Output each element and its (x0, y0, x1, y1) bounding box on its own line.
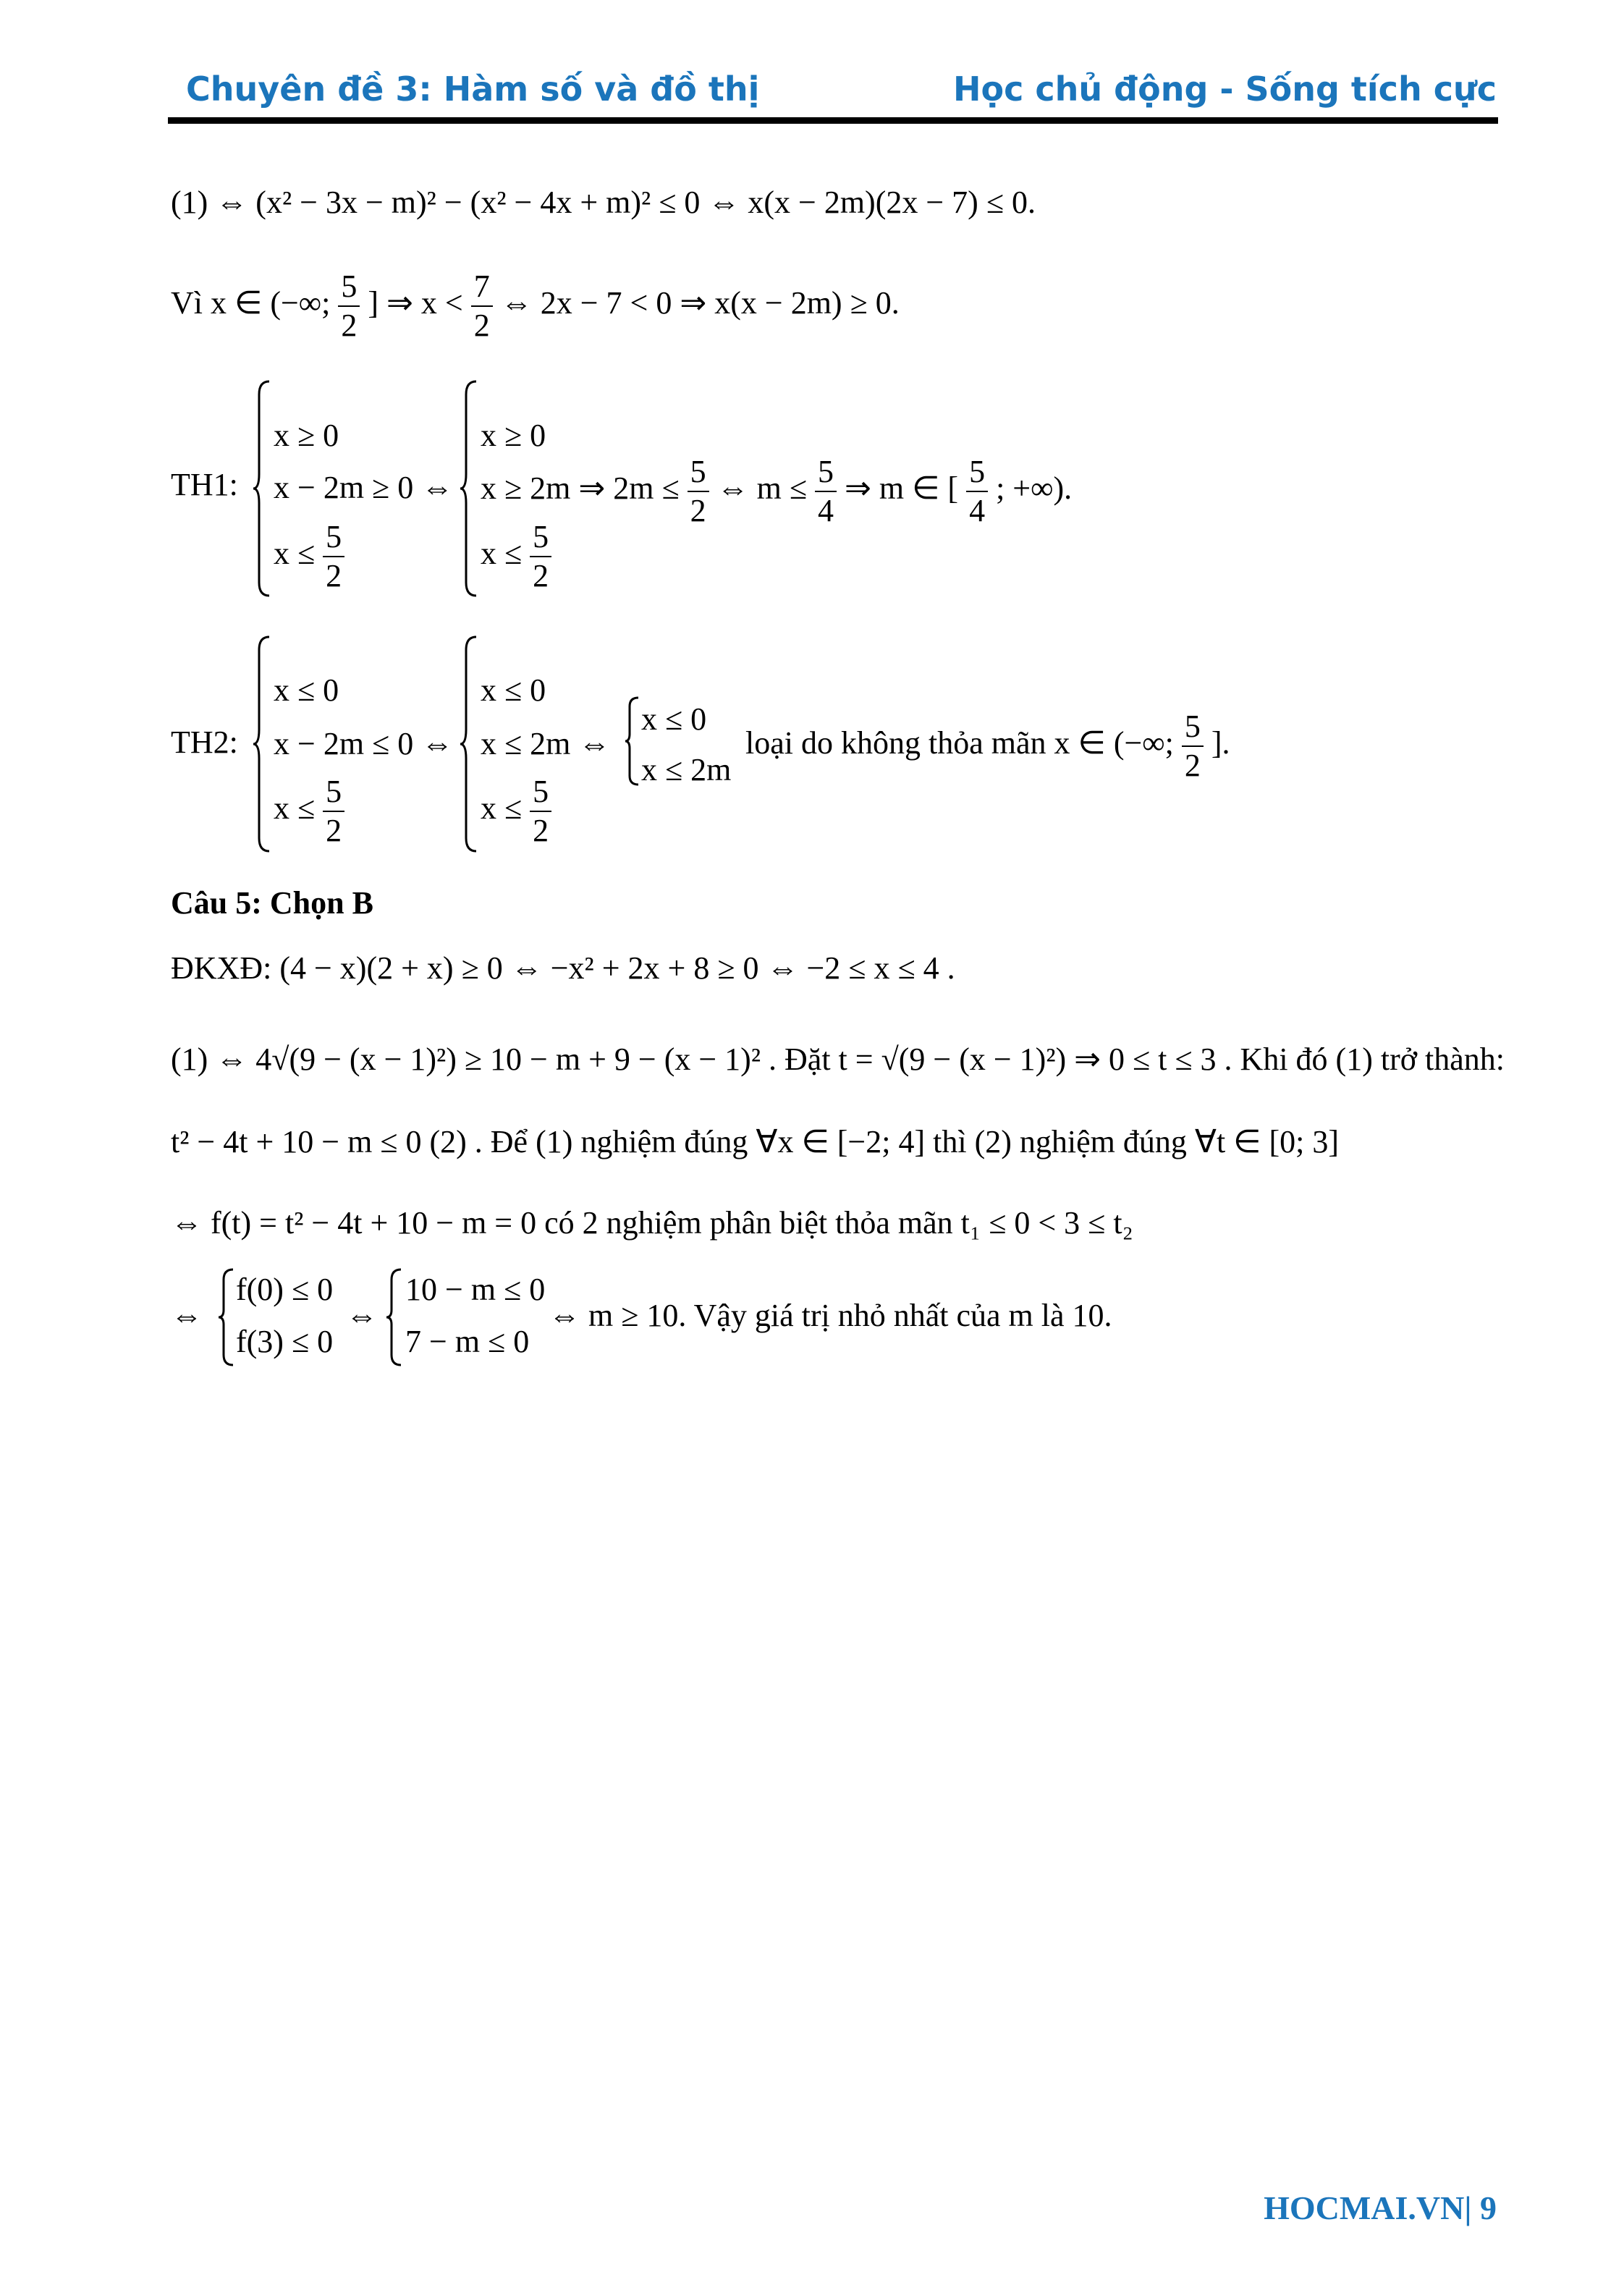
th1-s2-row1: x ≥ 0 (481, 418, 546, 453)
th1-s1-row2: x − 2m ≥ 0 ⇔ (274, 470, 454, 505)
fraction-5-2: $\frac{5}{2}$ (530, 521, 551, 592)
domain-condition-line: ĐKXĐ: (4 − x)(2 + x) ≥ 0 ⇔ −x² + 2x + 8 ≥ 0 ⇔ −2 ≤ x ≤ 4 . (171, 950, 955, 986)
th1-s2-row2: x ≥ 2m ⇒ 2m ≤ $\frac{5}{2}$ ⇔ m ≤ $\frac{5}{4}$ ⇒ m ∈ [ $\frac{5}{4}$ ; +∞). (481, 454, 1073, 528)
line2-part-b: ] ⇒ x < (368, 285, 463, 321)
question-5-heading: Câu 5: Chọn B (171, 885, 373, 921)
fraction-5-2: $\frac{5}{2}$ (338, 271, 360, 342)
header-slogan: Học chủ động - Sống tích cực (953, 69, 1497, 109)
th2-s2-row1: x ≤ 0 (481, 672, 546, 708)
footer-site-page-number: HOCMAI.VN| 9 (1264, 2189, 1497, 2226)
equation-line-2 (171, 271, 900, 342)
fraction-7-2: $\frac{7}{2}$ (471, 271, 493, 342)
th1-s1-row1: x ≥ 0 (274, 418, 339, 453)
fraction-5-2: $\frac{5}{2}$ (323, 521, 344, 592)
th1-s2-row3: x ≤ $\frac{5}{2}$ (481, 521, 551, 592)
th2-s2-row3: x ≤ $\frac{5}{2}$ (481, 776, 551, 847)
sys-mid-equiv: ⇔ (346, 1298, 378, 1333)
final-conclusion: ⇔ m ≥ 10. Vậy giá trị nhỏ nhất của m là 10. (549, 1298, 1112, 1333)
sys-lead-equiv: ⇔ (171, 1298, 203, 1333)
sys2-row1: 10 − m ≤ 0 (405, 1272, 546, 1307)
fraction-5-2: $\frac{5}{2}$ (688, 456, 709, 527)
sys-brace-2 (385, 1268, 402, 1366)
th2-s1-row3: x ≤ $\frac{5}{2}$ (274, 776, 344, 847)
sys2-row2: 7 − m ≤ 0 (405, 1324, 530, 1359)
th2-s2-row2: x ≤ 2m ⇔ (481, 726, 611, 761)
th2-s1-row1: x ≤ 0 (274, 672, 339, 708)
sys-brace-1 (217, 1268, 234, 1366)
th2-brace-1 (252, 635, 271, 853)
th2-brace-3 (624, 696, 640, 786)
th2-s1-row2: x − 2m ≤ 0 ⇔ (274, 726, 454, 761)
fraction-5-2: $\frac{5}{2}$ (530, 776, 551, 847)
fraction-5-2: $\frac{5}{2}$ (1182, 711, 1204, 782)
function-roots-line: ⇔ f(t) = t² − 4t + 10 − m = 0 có 2 nghiệm phân biệt thỏa mãn t₁ ≤ 0 < 3 ≤ t₂ (171, 1205, 1133, 1241)
fraction-5-4: $\frac{5}{4}$ (966, 456, 988, 527)
inequality-t-line: t² − 4t + 10 − m ≤ 0 (2) . Để (1) nghiệm đúng ∀x ∈ [−2; 4] thì (2) nghiệm đúng ∀t ∈ [0; 3] (171, 1124, 1340, 1159)
th1-s1-row3: x ≤ $\frac{5}{2}$ (274, 521, 344, 592)
fraction-5-4: $\frac{5}{4}$ (815, 456, 837, 527)
th2-conclusion: loại do không thỏa mãn x ∈ (−∞; $\frac{5}{2}$ ]. (745, 709, 1230, 783)
fraction-5-2: $\frac{5}{2}$ (323, 776, 344, 847)
th1-brace-2 (459, 380, 478, 597)
line2-part-a: Vì x ∈ (−∞; (171, 285, 331, 321)
th1-label: TH1: (171, 467, 238, 502)
header-topic-title: Chuyên đề 3: Hàm số và đồ thị (186, 69, 760, 109)
substitution-line: (1) ⇔ 4√(9 − (x − 1)²) ≥ 10 − m + 9 − (x − 1)² . Đặt t = √(9 − (x − 1)²) ⇒ 0 ≤ t ≤ 3 . Khi đó (1) trở thành: (171, 1041, 1505, 1077)
equation-line-1: (1) ⇔ (x² − 3x − m)² − (x² − 4x + m)² ≤ 0 ⇔ x(x − 2m)(2x − 7) ≤ 0. (171, 185, 1036, 220)
sys1-row1: f(0) ≤ 0 (236, 1272, 334, 1307)
th2-s3-row1: x ≤ 0 (641, 701, 707, 737)
header-rule (168, 117, 1498, 124)
line2-part-c: ⇔ 2x − 7 < 0 ⇒ x(x − 2m) ≥ 0. (500, 285, 900, 321)
th2-brace-2 (459, 635, 478, 853)
sys1-row2: f(3) ≤ 0 (236, 1324, 334, 1359)
th2-s3-row2: x ≤ 2m (641, 752, 732, 787)
th2-label: TH2: (171, 724, 238, 760)
th1-brace-1 (252, 380, 271, 597)
